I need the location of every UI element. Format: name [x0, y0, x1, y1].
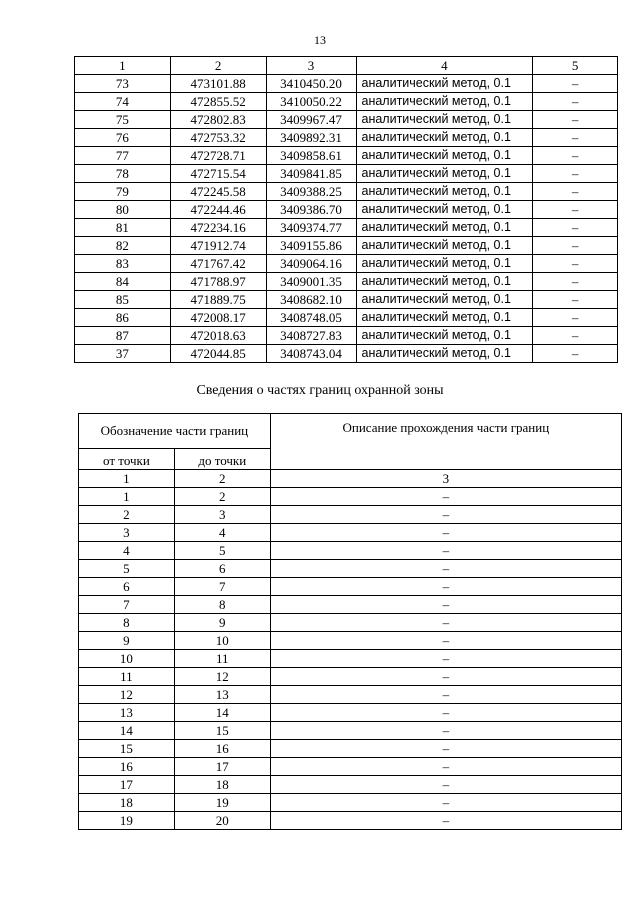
table-row — [79, 794, 622, 812]
to-point-cell: 7 — [174, 578, 270, 596]
table-row — [79, 614, 622, 632]
table-row — [79, 632, 622, 650]
point-number-cell: 80 — [75, 201, 171, 219]
from-point-cell: 2 — [79, 506, 175, 524]
table-row — [75, 273, 618, 291]
table-row — [75, 75, 618, 93]
note-cell: – — [533, 75, 618, 93]
description-cell: – — [270, 488, 621, 506]
from-point-cell: 1 — [79, 488, 175, 506]
to-point-cell: 10 — [174, 632, 270, 650]
x-coordinate-cell: 471788.97 — [170, 273, 266, 291]
to-point-cell: 17 — [174, 758, 270, 776]
table-row — [79, 596, 622, 614]
y-coordinate-cell: 3409841.85 — [266, 165, 356, 183]
table-row — [79, 686, 622, 704]
to-point-cell: 9 — [174, 614, 270, 632]
note-cell: – — [533, 201, 618, 219]
y-coordinate-cell: 3408727.83 — [266, 327, 356, 345]
table-row — [75, 291, 618, 309]
table-row — [79, 488, 622, 506]
description-cell: – — [270, 524, 621, 542]
to-point-cell: 15 — [174, 722, 270, 740]
to-point-header: до точки — [174, 449, 270, 470]
method-cell: аналитический метод, 0.1 — [356, 255, 533, 273]
method-cell: аналитический метод, 0.1 — [356, 201, 533, 219]
page-number: 13 — [314, 33, 326, 47]
column-number: 2 — [174, 470, 270, 488]
description-cell: – — [270, 632, 621, 650]
from-point-cell: 10 — [79, 650, 175, 668]
x-coordinate-cell: 471912.74 — [170, 237, 266, 255]
point-number-cell: 85 — [75, 291, 171, 309]
point-number-cell: 37 — [75, 345, 171, 363]
note-cell: – — [533, 111, 618, 129]
to-point-cell: 11 — [174, 650, 270, 668]
parts-group-header-row — [79, 414, 622, 449]
description-cell: – — [270, 812, 621, 830]
x-coordinate-cell: 472245.58 — [170, 183, 266, 201]
y-coordinate-cell: 3409155.86 — [266, 237, 356, 255]
from-point-cell: 17 — [79, 776, 175, 794]
note-cell: – — [533, 255, 618, 273]
table-row — [75, 147, 618, 165]
table-row — [75, 183, 618, 201]
from-point-cell: 7 — [79, 596, 175, 614]
method-cell: аналитический метод, 0.1 — [356, 93, 533, 111]
description-cell: – — [270, 794, 621, 812]
table-row — [75, 327, 618, 345]
to-point-cell: 18 — [174, 776, 270, 794]
table-row — [79, 740, 622, 758]
to-point-cell: 19 — [174, 794, 270, 812]
description-cell: – — [270, 758, 621, 776]
table-row — [79, 560, 622, 578]
column-header: 2 — [170, 57, 266, 75]
coordinates-header-row — [75, 57, 618, 75]
y-coordinate-cell: 3409967.47 — [266, 111, 356, 129]
section-title: Сведения о частях границ охранной зоны — [196, 383, 444, 398]
description-cell: – — [270, 650, 621, 668]
from-point-header: от точки — [79, 449, 175, 470]
y-coordinate-cell: 3409858.61 — [266, 147, 356, 165]
to-point-cell: 20 — [174, 812, 270, 830]
from-point-cell: 5 — [79, 560, 175, 578]
from-point-cell: 6 — [79, 578, 175, 596]
from-point-cell: 16 — [79, 758, 175, 776]
method-cell: аналитический метод, 0.1 — [356, 165, 533, 183]
table-row — [79, 524, 622, 542]
note-cell: – — [533, 327, 618, 345]
y-coordinate-cell: 3409064.16 — [266, 255, 356, 273]
y-coordinate-cell: 3409386.70 — [266, 201, 356, 219]
from-point-cell: 14 — [79, 722, 175, 740]
coordinates-table — [74, 56, 618, 363]
description-cell: – — [270, 542, 621, 560]
description-cell: – — [270, 740, 621, 758]
x-coordinate-cell: 472855.52 — [170, 93, 266, 111]
to-point-cell: 2 — [174, 488, 270, 506]
note-cell: – — [533, 93, 618, 111]
note-cell: – — [533, 183, 618, 201]
table-row — [75, 345, 618, 363]
x-coordinate-cell: 473101.88 — [170, 75, 266, 93]
table-row — [79, 758, 622, 776]
from-point-cell: 4 — [79, 542, 175, 560]
description-cell: – — [270, 596, 621, 614]
point-number-cell: 73 — [75, 75, 171, 93]
table-row — [75, 129, 618, 147]
from-point-cell: 19 — [79, 812, 175, 830]
x-coordinate-cell: 472244.46 — [170, 201, 266, 219]
column-header: 3 — [266, 57, 356, 75]
to-point-cell: 16 — [174, 740, 270, 758]
x-coordinate-cell: 472234.16 — [170, 219, 266, 237]
column-header: 1 — [75, 57, 171, 75]
y-coordinate-cell: 3409001.35 — [266, 273, 356, 291]
point-number-cell: 84 — [75, 273, 171, 291]
point-number-cell: 77 — [75, 147, 171, 165]
point-number-cell: 76 — [75, 129, 171, 147]
note-cell: – — [533, 237, 618, 255]
method-cell: аналитический метод, 0.1 — [356, 111, 533, 129]
boundary-part-designation-header: Обозначение части границ — [79, 414, 271, 449]
point-number-cell: 75 — [75, 111, 171, 129]
table-row — [79, 650, 622, 668]
to-point-cell: 12 — [174, 668, 270, 686]
description-cell: – — [270, 614, 621, 632]
method-cell: аналитический метод, 0.1 — [356, 183, 533, 201]
point-number-cell: 78 — [75, 165, 171, 183]
table-row — [79, 722, 622, 740]
x-coordinate-cell: 472753.32 — [170, 129, 266, 147]
note-cell: – — [533, 345, 618, 363]
method-cell: аналитический метод, 0.1 — [356, 147, 533, 165]
table-row — [75, 201, 618, 219]
y-coordinate-cell: 3410050.22 — [266, 93, 356, 111]
y-coordinate-cell: 3410450.20 — [266, 75, 356, 93]
table-row — [79, 506, 622, 524]
x-coordinate-cell: 472018.63 — [170, 327, 266, 345]
description-cell: – — [270, 704, 621, 722]
table-row — [75, 93, 618, 111]
from-point-cell: 15 — [79, 740, 175, 758]
table-row — [75, 255, 618, 273]
table-row — [75, 219, 618, 237]
table-row — [79, 542, 622, 560]
description-cell: – — [270, 560, 621, 578]
x-coordinate-cell: 472008.17 — [170, 309, 266, 327]
description-cell: – — [270, 686, 621, 704]
column-number: 3 — [270, 470, 621, 488]
point-number-cell: 87 — [75, 327, 171, 345]
x-coordinate-cell: 471889.75 — [170, 291, 266, 309]
table-row — [79, 578, 622, 596]
to-point-cell: 5 — [174, 542, 270, 560]
point-number-cell: 74 — [75, 93, 171, 111]
x-coordinate-cell: 471767.42 — [170, 255, 266, 273]
point-number-cell: 82 — [75, 237, 171, 255]
method-cell: аналитический метод, 0.1 — [356, 75, 533, 93]
note-cell: – — [533, 309, 618, 327]
table-row — [75, 237, 618, 255]
table-row — [79, 776, 622, 794]
point-number-cell: 79 — [75, 183, 171, 201]
note-cell: – — [533, 273, 618, 291]
from-point-cell: 18 — [79, 794, 175, 812]
description-cell: – — [270, 578, 621, 596]
from-point-cell: 11 — [79, 668, 175, 686]
to-point-cell: 8 — [174, 596, 270, 614]
x-coordinate-cell: 472044.85 — [170, 345, 266, 363]
note-cell: – — [533, 291, 618, 309]
column-number: 1 — [79, 470, 175, 488]
method-cell: аналитический метод, 0.1 — [356, 327, 533, 345]
note-cell: – — [533, 219, 618, 237]
method-cell: аналитический метод, 0.1 — [356, 291, 533, 309]
table-row — [75, 111, 618, 129]
to-point-cell: 6 — [174, 560, 270, 578]
note-cell: – — [533, 129, 618, 147]
boundary-part-description-header: Описание прохождения части границ — [270, 414, 621, 470]
x-coordinate-cell: 472715.54 — [170, 165, 266, 183]
description-cell: – — [270, 722, 621, 740]
table-row — [79, 668, 622, 686]
y-coordinate-cell: 3408748.05 — [266, 309, 356, 327]
method-cell: аналитический метод, 0.1 — [356, 129, 533, 147]
note-cell: – — [533, 165, 618, 183]
table-row — [75, 165, 618, 183]
y-coordinate-cell: 3408743.04 — [266, 345, 356, 363]
from-point-cell: 3 — [79, 524, 175, 542]
to-point-cell: 14 — [174, 704, 270, 722]
to-point-cell: 3 — [174, 506, 270, 524]
column-header: 4 — [356, 57, 533, 75]
y-coordinate-cell: 3408682.10 — [266, 291, 356, 309]
to-point-cell: 13 — [174, 686, 270, 704]
method-cell: аналитический метод, 0.1 — [356, 345, 533, 363]
y-coordinate-cell: 3409374.77 — [266, 219, 356, 237]
from-point-cell: 9 — [79, 632, 175, 650]
method-cell: аналитический метод, 0.1 — [356, 273, 533, 291]
from-point-cell: 8 — [79, 614, 175, 632]
boundary-parts-table — [78, 413, 622, 830]
method-cell: аналитический метод, 0.1 — [356, 237, 533, 255]
table-row — [79, 704, 622, 722]
method-cell: аналитический метод, 0.1 — [356, 219, 533, 237]
point-number-cell: 83 — [75, 255, 171, 273]
table-row — [79, 812, 622, 830]
x-coordinate-cell: 472802.83 — [170, 111, 266, 129]
description-cell: – — [270, 668, 621, 686]
from-point-cell: 12 — [79, 686, 175, 704]
point-number-cell: 86 — [75, 309, 171, 327]
from-point-cell: 13 — [79, 704, 175, 722]
x-coordinate-cell: 472728.71 — [170, 147, 266, 165]
to-point-cell: 4 — [174, 524, 270, 542]
table-row — [75, 309, 618, 327]
description-cell: – — [270, 776, 621, 794]
y-coordinate-cell: 3409388.25 — [266, 183, 356, 201]
parts-number-row — [79, 470, 622, 488]
description-cell: – — [270, 506, 621, 524]
point-number-cell: 81 — [75, 219, 171, 237]
note-cell: – — [533, 147, 618, 165]
method-cell: аналитический метод, 0.1 — [356, 309, 533, 327]
column-header: 5 — [533, 57, 618, 75]
y-coordinate-cell: 3409892.31 — [266, 129, 356, 147]
